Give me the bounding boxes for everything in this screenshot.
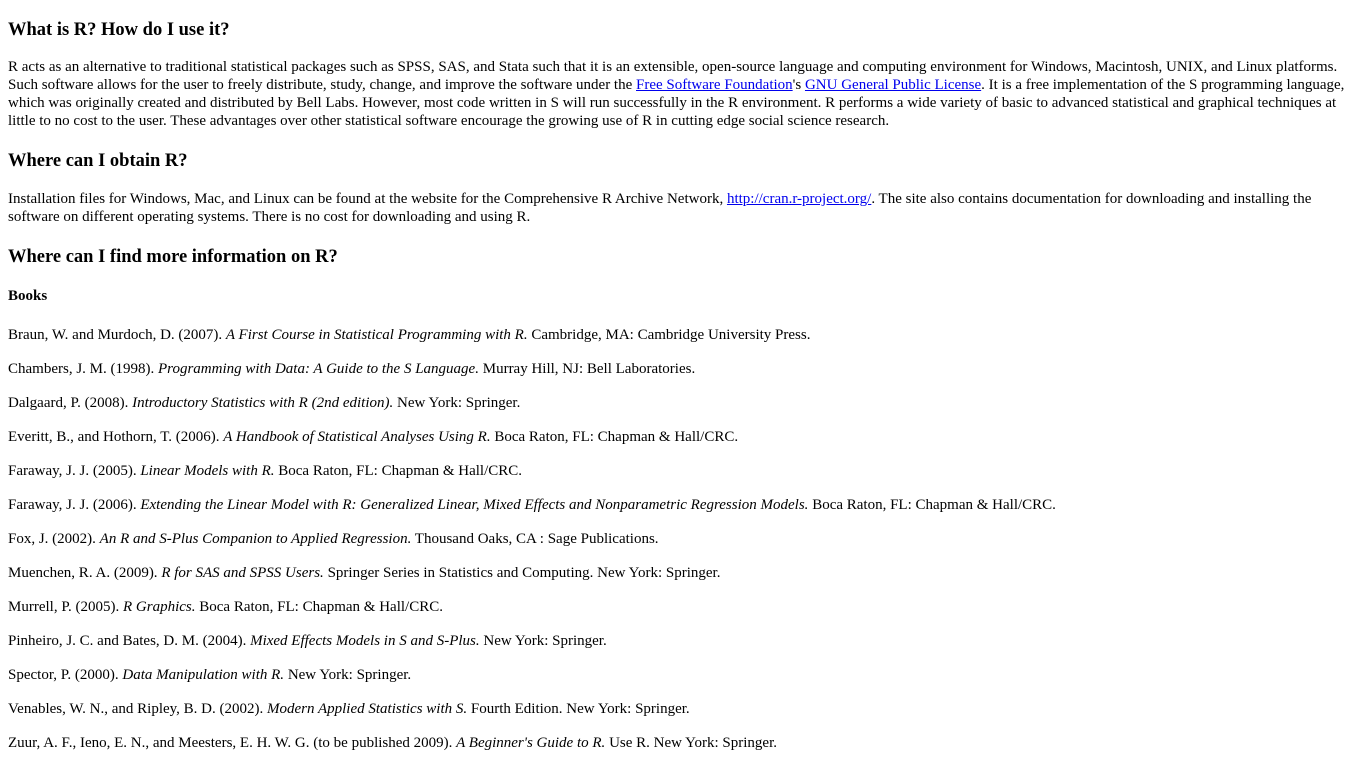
book-reference xyxy=(8,360,1358,394)
heading-more-information: Where can I find more information on R? xyxy=(8,247,338,267)
book-reference xyxy=(8,326,1358,360)
book-authors-year: Murrell, P. (2005). xyxy=(8,599,123,615)
book-publisher: Boca Raton, FL: Chapman & Hall/CRC. xyxy=(195,599,443,615)
book-authors-year: Pinheiro, J. C. and Bates, D. M. (2004). xyxy=(8,633,251,649)
what-mid-text: 's xyxy=(792,77,805,93)
book-authors-year: Chambers, J. M. (1998). xyxy=(8,361,158,377)
link-cran[interactable]: http://cran.r-project.org/ xyxy=(726,191,872,207)
book-reference xyxy=(8,564,1358,598)
book-authors-year: Zuur, A. F., Ieno, E. N., and Meesters, E. H. W. G. (to be published 2009). xyxy=(8,735,457,751)
heading-where-obtain: Where can I obtain R? xyxy=(8,151,188,171)
heading-books: Books xyxy=(8,288,48,304)
book-reference xyxy=(8,462,1358,496)
book-title: Introductory Statistics with R (2nd edition). xyxy=(132,395,394,411)
link-free-software-foundation[interactable]: Free Software Foundation xyxy=(636,77,793,93)
book-title: A First Course in Statistical Programming with R. xyxy=(225,327,528,343)
obtain-body-text: Installation files for Windows, Mac, and Linux can be found at the website for the Comprehensive R Archive Network, xyxy=(8,191,727,207)
what-body-text: R acts as an alternative to traditional statistical packages such as SPSS, SAS, and Stata such that it is an extensible, open-source language and computing environment for Windows, Macintosh, UNIX, and Linux platforms. Such software allows for the user to freely distribute, study, change, and improve the software under the xyxy=(8,59,1338,93)
book-publisher: Springer Series in Statistics and Computing. New York: Springer. xyxy=(323,565,721,581)
heading-what-is-r: What is R? How do I use it? xyxy=(8,20,230,40)
book-reference xyxy=(8,598,1358,632)
book-authors-year: Muenchen, R. A. (2009). xyxy=(8,565,162,581)
book-reference xyxy=(8,700,1358,734)
book-title: Programming with Data: A Guide to the S Language. xyxy=(158,361,479,377)
book-authors-year: Faraway, J. J. (2006). xyxy=(8,497,141,513)
book-authors-year: Venables, W. N., and Ripley, B. D. (2002). xyxy=(8,701,267,717)
book-publisher: Murray Hill, NJ: Bell Laboratories. xyxy=(478,361,696,377)
obtain-tail-text: . The site also contains documentation for downloading and installing the software on different operating systems. There is no cost for downloading and using R. xyxy=(8,191,1312,225)
book-publisher: Fourth Edition. New York: Springer. xyxy=(467,701,690,717)
book-title: Linear Models with R. xyxy=(140,463,275,479)
book-publisher: Cambridge, MA: Cambridge University Press. xyxy=(527,327,811,343)
book-reference xyxy=(8,632,1358,666)
book-publisher: New York: Springer. xyxy=(479,633,607,649)
book-authors-year: Fox, J. (2002). xyxy=(8,531,100,547)
book-title: Extending the Linear Model with R: Generalized Linear, Mixed Effects and Nonparametric Regression Models. xyxy=(140,497,809,513)
book-publisher: Boca Raton, FL: Chapman & Hall/CRC. xyxy=(274,463,523,479)
book-authors-year: Dalgaard, P. (2008). xyxy=(8,395,133,411)
book-title: A Handbook of Statistical Analyses Using R. xyxy=(223,429,491,445)
book-title: Modern Applied Statistics with S. xyxy=(267,701,468,717)
paragraph-what-is-r xyxy=(8,58,1358,130)
book-title: R for SAS and SPSS Users. xyxy=(161,565,324,581)
book-reference xyxy=(8,666,1358,700)
link-gnu-gpl[interactable]: GNU General Public License xyxy=(804,77,982,93)
book-title: R Graphics. xyxy=(123,599,196,615)
book-publisher: Use R. New York: Springer. xyxy=(605,735,777,751)
book-title: Mixed Effects Models in S and S-Plus. xyxy=(250,633,480,649)
book-authors-year: Everitt, B., and Hothorn, T. (2006). xyxy=(8,429,224,445)
book-title: An R and S-Plus Companion to Applied Regression. xyxy=(99,531,412,547)
book-publisher: Boca Raton, FL: Chapman & Hall/CRC. xyxy=(808,497,1056,513)
book-reference xyxy=(8,530,1358,564)
book-authors-year: Spector, P. (2000). xyxy=(8,667,123,683)
book-publisher: New York: Springer. xyxy=(284,667,412,683)
book-authors-year: Braun, W. and Murdoch, D. (2007). xyxy=(8,327,226,343)
book-authors-year: Faraway, J. J. (2005). xyxy=(8,463,141,479)
book-reference xyxy=(8,734,1358,768)
book-reference xyxy=(8,496,1358,530)
book-publisher: Boca Raton, FL: Chapman & Hall/CRC. xyxy=(490,429,739,445)
book-reference xyxy=(8,394,1358,428)
book-publisher: New York: Springer. xyxy=(393,395,521,411)
book-title: A Beginner's Guide to R. xyxy=(456,735,606,751)
book-publisher: Thousand Oaks, CA : Sage Publications. xyxy=(411,531,659,547)
what-tail-text: . It is a free implementation of the S programming language, which was originally created and distributed by Bell Labs. However, most code written in S will run successfully in the R environment. R performs a wide variety of basic to advanced statistical and graphical techniques at little to no cost to the user. These advantages over other statistical software encourage the growing use of R in cutting edge social science research. xyxy=(8,77,1345,129)
book-title: Data Manipulation with R. xyxy=(122,667,285,683)
book-reference xyxy=(8,428,1358,462)
book-list xyxy=(8,326,1358,768)
paragraph-where-obtain xyxy=(8,190,1358,226)
